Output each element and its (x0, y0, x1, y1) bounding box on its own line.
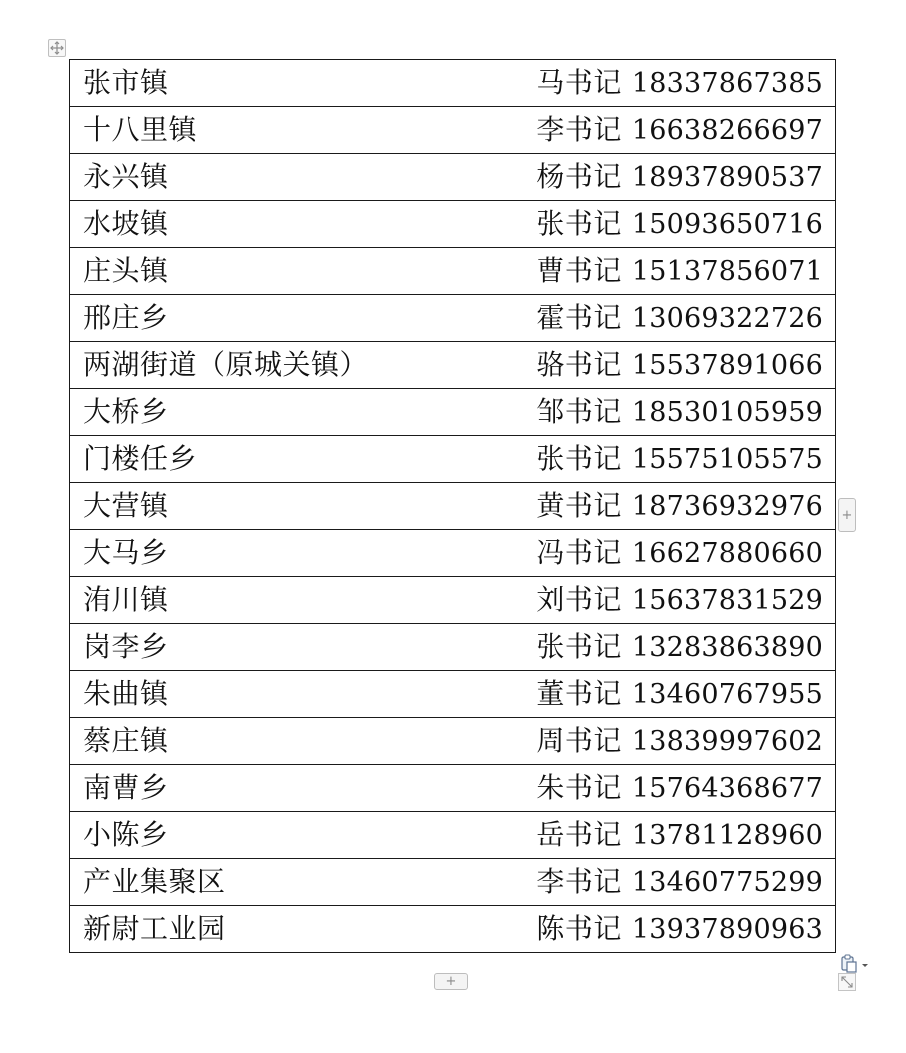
township-name: 庄头镇 (83, 254, 169, 287)
cell-content (83, 201, 823, 247)
contact-info (536, 630, 823, 663)
township-name: 产业集聚区 (83, 865, 226, 898)
secretary-name: 周书记 (536, 724, 622, 757)
township-name: 邢庄乡 (83, 301, 169, 334)
township-name: 永兴镇 (83, 160, 169, 193)
table-row (70, 624, 836, 671)
secretary-name: 李书记 (536, 113, 622, 146)
table-row (70, 530, 836, 577)
cell-content (83, 577, 823, 623)
township-name: 洧川镇 (83, 583, 169, 616)
township-name: 水坡镇 (83, 207, 169, 240)
contact-info (536, 207, 823, 240)
township-name: 蔡庄镇 (83, 724, 169, 757)
contact-info (536, 536, 823, 569)
township-name: 十八里镇 (83, 113, 198, 146)
contacts-table (69, 59, 836, 953)
contact-info (536, 818, 823, 851)
table-cell[interactable] (70, 436, 836, 483)
secretary-name: 董书记 (536, 677, 622, 710)
secretary-name: 刘书记 (536, 583, 622, 616)
table-cell[interactable] (70, 530, 836, 577)
contact-info (536, 395, 823, 428)
paste-options-icon (840, 954, 870, 974)
cell-content (83, 483, 823, 529)
table-cell[interactable] (70, 765, 836, 812)
table-cell[interactable] (70, 107, 836, 154)
table-row (70, 107, 836, 154)
secretary-name: 黄书记 (536, 489, 622, 522)
contact-info (536, 301, 823, 334)
phone-number: 13283863890 (631, 631, 823, 663)
table-cell[interactable] (70, 60, 836, 107)
township-name: 两湖街道（原城关镇） (83, 348, 369, 381)
table-row (70, 248, 836, 295)
table-cell[interactable] (70, 248, 836, 295)
contact-info (536, 912, 823, 945)
phone-number: 15575105575 (631, 443, 823, 475)
cell-content (83, 812, 823, 858)
paste-options-button[interactable] (840, 954, 870, 974)
table-row (70, 718, 836, 765)
table-cell[interactable] (70, 389, 836, 436)
cell-content (83, 248, 823, 294)
phone-number: 18736932976 (631, 490, 823, 522)
table-cell[interactable] (70, 718, 836, 765)
phone-number: 15137856071 (631, 255, 823, 287)
table-cell[interactable] (70, 577, 836, 624)
table-cell[interactable] (70, 201, 836, 248)
contact-info (536, 489, 823, 522)
table-cell[interactable] (70, 483, 836, 530)
plus-icon: + (445, 974, 457, 989)
township-name: 大营镇 (83, 489, 169, 522)
secretary-name: 朱书记 (536, 771, 622, 804)
phone-number: 16638266697 (631, 114, 823, 146)
move-icon (49, 40, 65, 56)
phone-number: 13460775299 (631, 866, 823, 898)
phone-number: 15537891066 (631, 349, 823, 381)
phone-number: 13839997602 (631, 725, 823, 757)
township-name: 朱曲镇 (83, 677, 169, 710)
table-row (70, 577, 836, 624)
table-row (70, 60, 836, 107)
township-name: 大马乡 (83, 536, 169, 569)
phone-number: 13781128960 (631, 819, 823, 851)
secretary-name: 李书记 (536, 865, 622, 898)
cell-content (83, 154, 823, 200)
phone-number: 16627880660 (631, 537, 823, 569)
cell-content (83, 389, 823, 435)
secretary-name: 陈书记 (536, 912, 622, 945)
cell-content (83, 530, 823, 576)
secretary-name: 骆书记 (536, 348, 622, 381)
cell-content (83, 60, 823, 106)
table-cell[interactable] (70, 812, 836, 859)
phone-number: 15764368677 (631, 772, 823, 804)
table-cell[interactable] (70, 154, 836, 201)
cell-content (83, 624, 823, 670)
table-row (70, 812, 836, 859)
township-name: 大桥乡 (83, 395, 169, 428)
contacts-table-body (70, 60, 836, 953)
table-row (70, 201, 836, 248)
township-name: 南曹乡 (83, 771, 169, 804)
cell-content (83, 906, 823, 952)
contact-info (536, 724, 823, 757)
township-name: 新尉工业园 (83, 912, 226, 945)
table-resize-handle[interactable] (838, 973, 856, 991)
phone-number: 13069322726 (631, 302, 823, 334)
contact-info (536, 442, 823, 475)
secretary-name: 马书记 (536, 66, 622, 99)
township-name: 小陈乡 (83, 818, 169, 851)
contact-info (536, 771, 823, 804)
contact-info (536, 865, 823, 898)
cell-content (83, 107, 823, 153)
contact-info (536, 348, 823, 381)
plus-icon: + (841, 507, 853, 523)
secretary-name: 张书记 (536, 630, 622, 663)
table-cell[interactable] (70, 624, 836, 671)
cell-content (83, 718, 823, 764)
table-row (70, 765, 836, 812)
phone-number: 15093650716 (631, 208, 823, 240)
secretary-name: 岳书记 (536, 818, 622, 851)
cell-content (83, 436, 823, 482)
cell-content (83, 295, 823, 341)
insert-row-button[interactable] (838, 498, 856, 532)
table-row (70, 436, 836, 483)
contact-info (536, 113, 823, 146)
township-name: 门楼任乡 (83, 442, 198, 475)
township-name: 岗李乡 (83, 630, 169, 663)
table-cell[interactable] (70, 671, 836, 718)
phone-number: 13937890963 (631, 913, 823, 945)
table-cell[interactable] (70, 342, 836, 389)
cell-content (83, 671, 823, 717)
table-row (70, 389, 836, 436)
table-cell[interactable] (70, 295, 836, 342)
resize-icon (839, 974, 855, 990)
table-row (70, 859, 836, 906)
contact-info (536, 160, 823, 193)
secretary-name: 冯书记 (536, 536, 622, 569)
cell-content (83, 342, 823, 388)
secretary-name: 张书记 (536, 442, 622, 475)
table-move-handle[interactable] (48, 39, 66, 57)
township-name: 张市镇 (83, 66, 169, 99)
table-cell[interactable] (70, 859, 836, 906)
contact-info (536, 677, 823, 710)
phone-number: 18530105959 (631, 396, 823, 428)
table-row (70, 295, 836, 342)
cell-content (83, 859, 823, 905)
table-row (70, 483, 836, 530)
contact-info (536, 583, 823, 616)
secretary-name: 张书记 (536, 207, 622, 240)
table-row (70, 154, 836, 201)
table-row (70, 342, 836, 389)
add-row-bottom-button[interactable] (434, 973, 468, 990)
phone-number: 15637831529 (631, 584, 823, 616)
phone-number: 18937890537 (631, 161, 823, 193)
table-row (70, 906, 836, 953)
secretary-name: 霍书记 (536, 301, 622, 334)
phone-number: 18337867385 (631, 67, 823, 99)
table-cell[interactable] (70, 906, 836, 953)
phone-number: 13460767955 (631, 678, 823, 710)
contact-info (536, 254, 823, 287)
table-row (70, 671, 836, 718)
cell-content (83, 765, 823, 811)
secretary-name: 邹书记 (536, 395, 622, 428)
contact-info (536, 66, 823, 99)
secretary-name: 杨书记 (536, 160, 622, 193)
secretary-name: 曹书记 (536, 254, 622, 287)
